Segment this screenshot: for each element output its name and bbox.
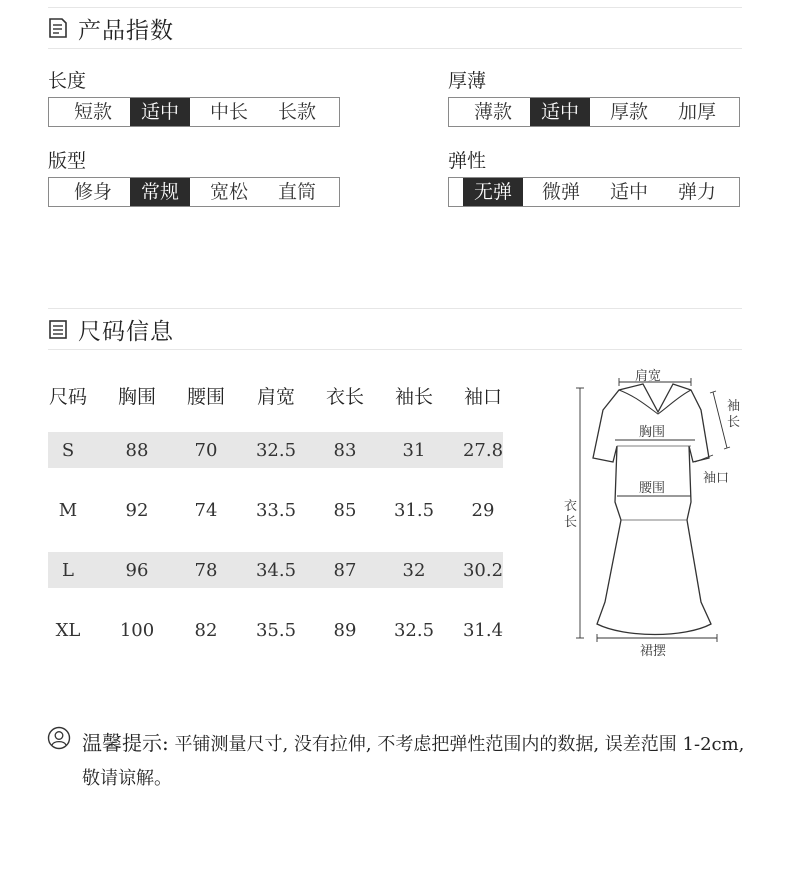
table-cell: 82 (194, 620, 218, 641)
fit-option-selected[interactable]: 常规 (130, 178, 190, 206)
table-cell: 89 (333, 620, 357, 641)
label-length: 长 (564, 515, 578, 530)
table-cell: L (62, 560, 74, 581)
label-sleeve-length: 长 (727, 415, 741, 430)
top-divider (48, 7, 742, 8)
column-header: 胸围 (117, 386, 156, 408)
elasticity-option[interactable]: 微弹 (541, 181, 580, 203)
label-length: 衣 (564, 499, 578, 514)
table-cell: 78 (194, 560, 218, 581)
column-header: 肩宽 (256, 386, 295, 408)
table-cell: 31 (402, 440, 426, 461)
thickness-options (448, 97, 740, 127)
table-cell: 83 (333, 440, 357, 461)
label-shoulder: 肩宽 (635, 369, 662, 384)
table-cell: 30.2 (462, 560, 504, 581)
table-cell: 85 (333, 500, 357, 521)
table-cell: 32 (402, 560, 426, 581)
divider (48, 349, 742, 350)
dress-outline (593, 384, 711, 635)
fit-option[interactable]: 宽松 (209, 181, 248, 203)
table-cell: 32.5 (255, 440, 297, 461)
table-cell: 88 (125, 440, 149, 461)
label-chest: 胸围 (639, 425, 666, 440)
label-sleeve-length: 袖 (727, 399, 741, 414)
attribute-label-fit: 版型 (48, 150, 87, 172)
list-icon (48, 318, 68, 340)
table-cell: 31.5 (393, 500, 435, 521)
table-cell: 100 (119, 620, 155, 641)
table-cell: 70 (194, 440, 218, 461)
label-hem: 裙摆 (640, 644, 667, 659)
table-cell: XL (55, 620, 81, 641)
table-cell: 35.5 (255, 620, 297, 641)
attribute-label-thickness: 厚薄 (448, 70, 487, 92)
warm-tip (82, 726, 752, 796)
length-option[interactable]: 长款 (277, 101, 316, 123)
attribute-label-length: 长度 (48, 70, 87, 92)
table-cell: 87 (333, 560, 357, 581)
table-cell: 96 (125, 560, 149, 581)
table-cell: 31.4 (462, 620, 504, 641)
document-icon (48, 17, 68, 39)
dress-measurement-diagram (555, 362, 755, 662)
fit-options (48, 177, 340, 207)
table-cell: 34.5 (255, 560, 297, 581)
label-waist: 腰围 (639, 481, 666, 496)
thickness-option[interactable]: 薄款 (473, 101, 512, 123)
fit-option[interactable]: 直筒 (277, 181, 316, 203)
table-cell: 92 (125, 500, 149, 521)
label-cuff: 袖口 (703, 471, 730, 486)
length-option[interactable]: 中长 (209, 101, 248, 123)
column-header: 腰围 (186, 386, 225, 408)
tip-text: 平铺测量尺寸, 没有拉伸, 不考虑把弹性范围内的数据, 误差范围 1-2cm, 敬请谅解。 (82, 734, 745, 789)
table-cell: 27.8 (462, 440, 504, 461)
thickness-option-selected[interactable]: 适中 (530, 98, 590, 126)
divider (48, 48, 742, 49)
elasticity-option[interactable]: 弹力 (677, 181, 716, 203)
elasticity-option-selected[interactable]: 无弹 (463, 178, 523, 206)
section-title: 产品指数 (78, 17, 174, 44)
column-header: 尺码 (48, 386, 87, 408)
table-cell: S (61, 440, 75, 461)
table-cell: 74 (194, 500, 218, 521)
fit-option[interactable]: 修身 (73, 181, 112, 203)
elasticity-option[interactable]: 适中 (609, 181, 648, 203)
table-cell: 32.5 (393, 620, 435, 641)
table-cell: M (58, 500, 78, 521)
length-option[interactable]: 短款 (73, 101, 112, 123)
attribute-label-elasticity: 弹性 (448, 150, 487, 172)
column-header: 袖口 (463, 386, 502, 408)
elasticity-options (448, 177, 740, 207)
user-icon (47, 726, 71, 750)
length-option-selected[interactable]: 适中 (130, 98, 190, 126)
tip-prefix: 温馨提示: (82, 731, 169, 755)
column-header: 袖长 (394, 386, 433, 408)
thickness-option[interactable]: 加厚 (677, 101, 716, 123)
table-cell: 29 (471, 500, 495, 521)
product-index-header (48, 13, 174, 43)
table-cell: 33.5 (255, 500, 297, 521)
thickness-option[interactable]: 厚款 (609, 101, 648, 123)
column-header: 衣长 (325, 386, 364, 408)
length-options (48, 97, 340, 127)
divider (48, 308, 742, 309)
section-title: 尺码信息 (78, 318, 174, 345)
size-info-header (48, 314, 174, 344)
